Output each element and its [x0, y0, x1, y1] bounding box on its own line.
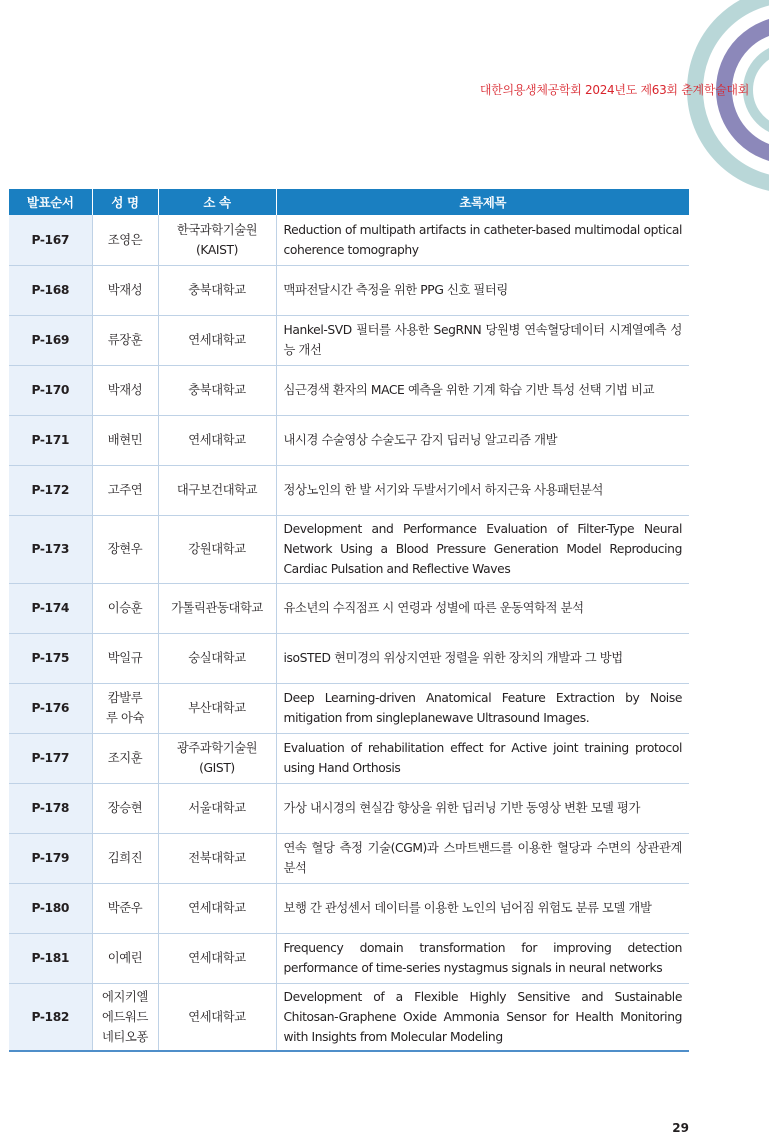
- conference-title: 대한의용생체공학회 2024년도 제63회 춘계학술대회: [479, 83, 749, 97]
- affiliation: 충북대학교: [158, 365, 276, 415]
- presenter-name: 배현민: [92, 415, 158, 465]
- abstract-title: 연속 혈당 측정 기술(CGM)과 스마트밴드를 이용한 혈당과 수면의 상관관계 분석: [276, 833, 689, 883]
- presentation-number: P-169: [9, 315, 92, 365]
- abstract-title: 심근경색 환자의 MACE 예측을 위한 기계 학습 기반 특성 선택 기법 비교: [276, 365, 689, 415]
- affiliation: 가톨릭관동대학교: [158, 583, 276, 633]
- presentation-number: P-178: [9, 783, 92, 833]
- presenter-name: 류장훈: [92, 315, 158, 365]
- affiliation: 강원대학교: [158, 515, 276, 583]
- abstract-title: Deep Learning-driven Anatomical Feature Extraction by Noise mitigation from singleplanewave Ultrasound Images.: [276, 683, 689, 733]
- presentation-number: P-177: [9, 733, 92, 783]
- presenter-name: 이예린: [92, 933, 158, 983]
- affiliation: 전북대학교: [158, 833, 276, 883]
- table-row: [9, 583, 689, 633]
- poster-program-table: [9, 189, 689, 1052]
- table-row: [9, 415, 689, 465]
- table-row: [9, 783, 689, 833]
- abstract-title: Evaluation of rehabilitation effect for Active joint training protocol using Hand Orthosis: [276, 733, 689, 783]
- presenter-name: 조지훈: [92, 733, 158, 783]
- affiliation: 대구보건대학교: [158, 465, 276, 515]
- abstract-title: isoSTED 현미경의 위상지연판 정렬을 위한 장치의 개발과 그 방법: [276, 633, 689, 683]
- presentation-number: P-173: [9, 515, 92, 583]
- presenter-name: 김희진: [92, 833, 158, 883]
- presentation-number: P-181: [9, 933, 92, 983]
- abstract-title: Reduction of multipath artifacts in catheter-based multimodal optical coherence tomography: [276, 215, 689, 265]
- affiliation: 연세대학교: [158, 315, 276, 365]
- abstract-title: Hankel-SVD 필터를 사용한 SegRNN 당원병 연속혈당데이터 시계열예측 성능 개선: [276, 315, 689, 365]
- abstract-title: 보행 간 관성센서 데이터를 이용한 노인의 넘어짐 위험도 분류 모델 개발: [276, 883, 689, 933]
- inner-ring-teal: [748, 48, 769, 132]
- presenter-name: 박일규: [92, 633, 158, 683]
- presentation-number: P-180: [9, 883, 92, 933]
- abstract-title: 유소년의 수직점프 시 연령과 성별에 따른 운동역학적 분석: [276, 583, 689, 633]
- presenter-name: 박준우: [92, 883, 158, 933]
- presentation-number: P-170: [9, 365, 92, 415]
- presentation-number: P-182: [9, 983, 92, 1051]
- affiliation: 숭실대학교: [158, 633, 276, 683]
- presenter-name: 이승훈: [92, 583, 158, 633]
- affiliation: 연세대학교: [158, 415, 276, 465]
- affiliation: 서울대학교: [158, 783, 276, 833]
- affiliation: 연세대학교: [158, 933, 276, 983]
- decorative-rings-graphic: [0, 0, 769, 200]
- presentation-number: P-179: [9, 833, 92, 883]
- presentation-number: P-176: [9, 683, 92, 733]
- table-row: [9, 983, 689, 1051]
- col-header-affiliation: 소 속: [158, 189, 276, 215]
- presenter-name: 에지키엘 에드워드 네티오퐁: [92, 983, 158, 1051]
- table-row: [9, 883, 689, 933]
- abstract-title: Development of a Flexible Highly Sensitive and Sustainable Chitosan-Graphene Oxide Ammonia Sensor for Health Monitoring with Insights from Molecular Modeling: [276, 983, 689, 1051]
- presenter-name: 조영은: [92, 215, 158, 265]
- abstract-title: 내시경 수술영상 수술도구 감지 딥러닝 알고리즘 개발: [276, 415, 689, 465]
- abstract-title: Frequency domain transformation for improving detection performance of time-series nystagmus signals in neural networks: [276, 933, 689, 983]
- presenter-name: 박재성: [92, 365, 158, 415]
- col-header-name: 성 명: [92, 189, 158, 215]
- presentation-number: P-171: [9, 415, 92, 465]
- presentation-number: P-175: [9, 633, 92, 683]
- table-row: [9, 733, 689, 783]
- affiliation: 연세대학교: [158, 983, 276, 1051]
- table-row: [9, 633, 689, 683]
- presentation-number: P-168: [9, 265, 92, 315]
- col-header-order: 발표순서: [9, 189, 92, 215]
- table-row: [9, 265, 689, 315]
- presentation-number: P-172: [9, 465, 92, 515]
- abstract-title: Development and Performance Evaluation of Filter-Type Neural Network Using a Blood Pressure Generation Model Reproducing Cardiac Pulsation and Reflective Waves: [276, 515, 689, 583]
- presenter-name: 고주연: [92, 465, 158, 515]
- presenter-name: 장현우: [92, 515, 158, 583]
- table-row: [9, 833, 689, 883]
- table-row: [9, 365, 689, 415]
- presentation-number: P-167: [9, 215, 92, 265]
- affiliation: 충북대학교: [158, 265, 276, 315]
- presentation-number: P-174: [9, 583, 92, 633]
- table-body: [9, 215, 689, 1051]
- table-row: [9, 683, 689, 733]
- table-row: [9, 465, 689, 515]
- affiliation: 연세대학교: [158, 883, 276, 933]
- col-header-title: 초록제목: [276, 189, 689, 215]
- presenter-name: 박재성: [92, 265, 158, 315]
- table-row: [9, 933, 689, 983]
- page-number: 29: [672, 1121, 689, 1135]
- abstract-title: 맥파전달시간 측정을 위한 PPG 신호 필터링: [276, 265, 689, 315]
- table-header-row: [9, 189, 689, 215]
- presenter-name: 캄발루 루 아슉: [92, 683, 158, 733]
- affiliation: 광주과학기술원 (GIST): [158, 733, 276, 783]
- table-row: [9, 515, 689, 583]
- table-row: [9, 215, 689, 265]
- affiliation: 한국과학기술원 (KAIST): [158, 215, 276, 265]
- affiliation: 부산대학교: [158, 683, 276, 733]
- abstract-title: 정상노인의 한 발 서기와 두발서기에서 하지근육 사용패턴분석: [276, 465, 689, 515]
- table-row: [9, 315, 689, 365]
- presenter-name: 장승현: [92, 783, 158, 833]
- abstract-title: 가상 내시경의 현실감 향상을 위한 딥러닝 기반 동영상 변환 모델 평가: [276, 783, 689, 833]
